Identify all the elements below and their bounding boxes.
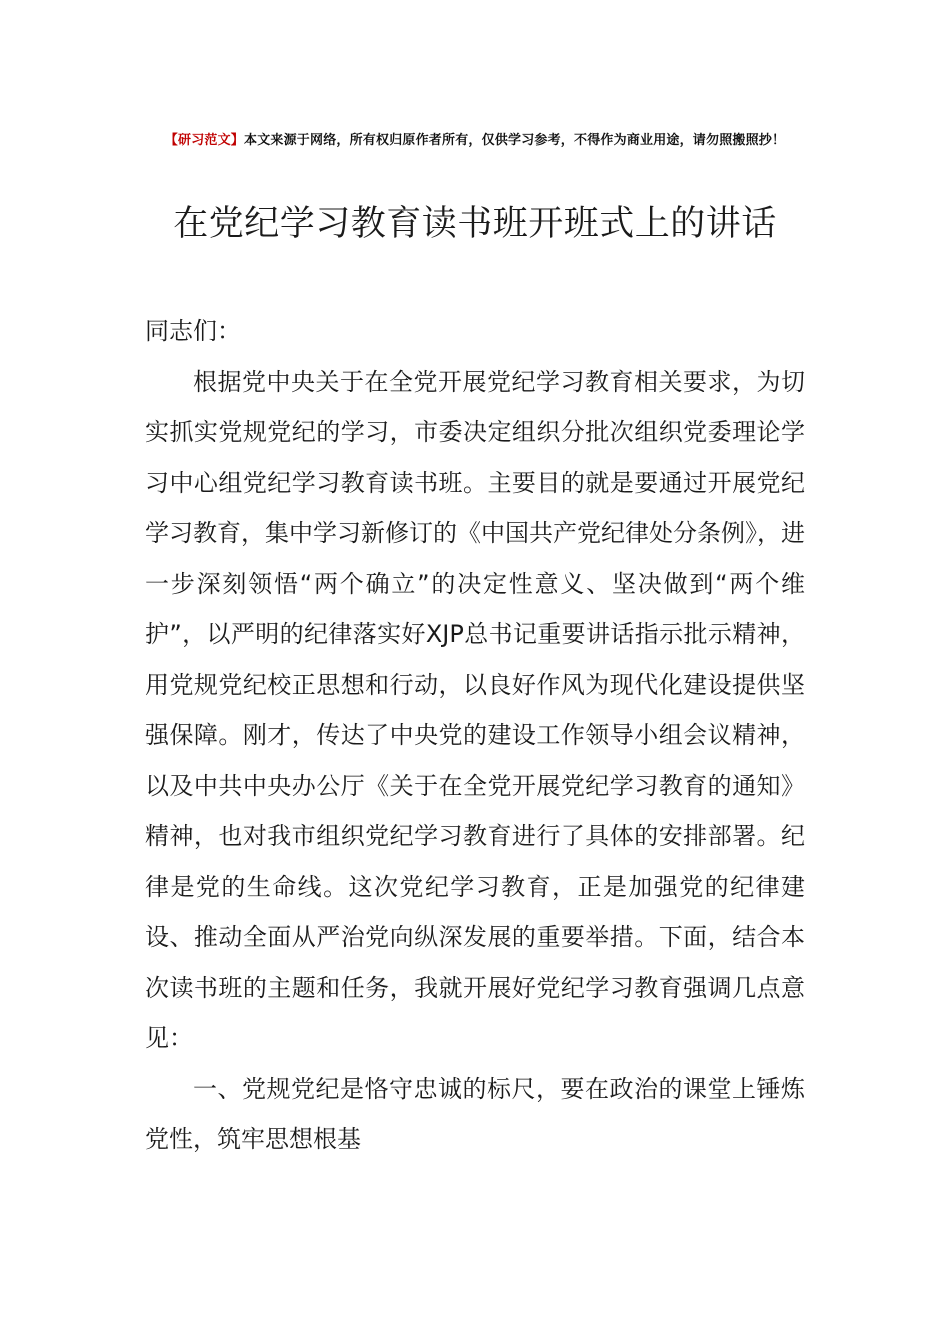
salutation: 同志们：	[145, 317, 241, 345]
copyright-notice	[0, 129, 950, 148]
document-title: 在党纪学习教育读书班开班式上的讲话	[173, 204, 777, 244]
section-heading-1: 一、党规党纪是恪守忠诚的标尺，要在政治的课堂上锤炼党性，筑牢思想根基	[145, 1074, 805, 1153]
document-body	[145, 306, 805, 1165]
notice-text: 本文来源于网络，所有权归原作者所有，仅供学习参考，不得作为商业用途，请勿照搬照抄！	[244, 133, 786, 148]
notice-tag: 【研习范文】	[164, 133, 244, 148]
paragraph-intro: 根据党中央关于在全党开展党纪学习教育相关要求，为切实抓实党规党纪的学习，市委决定组织分批次组织党委理论学习中心组党纪学习教育读书班。主要目的就是要通过开展党纪学习教育，集中学习新修订的《中国共产党纪律处分条例》，进一步深刻领悟“两个确立”的决定性意义、坚决做到“两个维护”，以严明的纪律落实好XJP总书记重要讲话指示批示精神，用党规党纪校正思想和行动，以良好作风为现代化建设提供坚强保障。刚才，传达了中央党的建设工作领导小组会议精神，以及中共中央办公厅《关于在全党开展党纪学习教育的通知》精神，也对我市组织党纪学习教育进行了具体的安排部署。纪律是党的生命线。这次党纪学习教育，正是加强党的纪律建设、推动全面从严治党向纵深发展的重要举措。下面，结合本次读书班的主题和任务，我就开展好党纪学习教育强调几点意见：	[145, 367, 805, 1052]
